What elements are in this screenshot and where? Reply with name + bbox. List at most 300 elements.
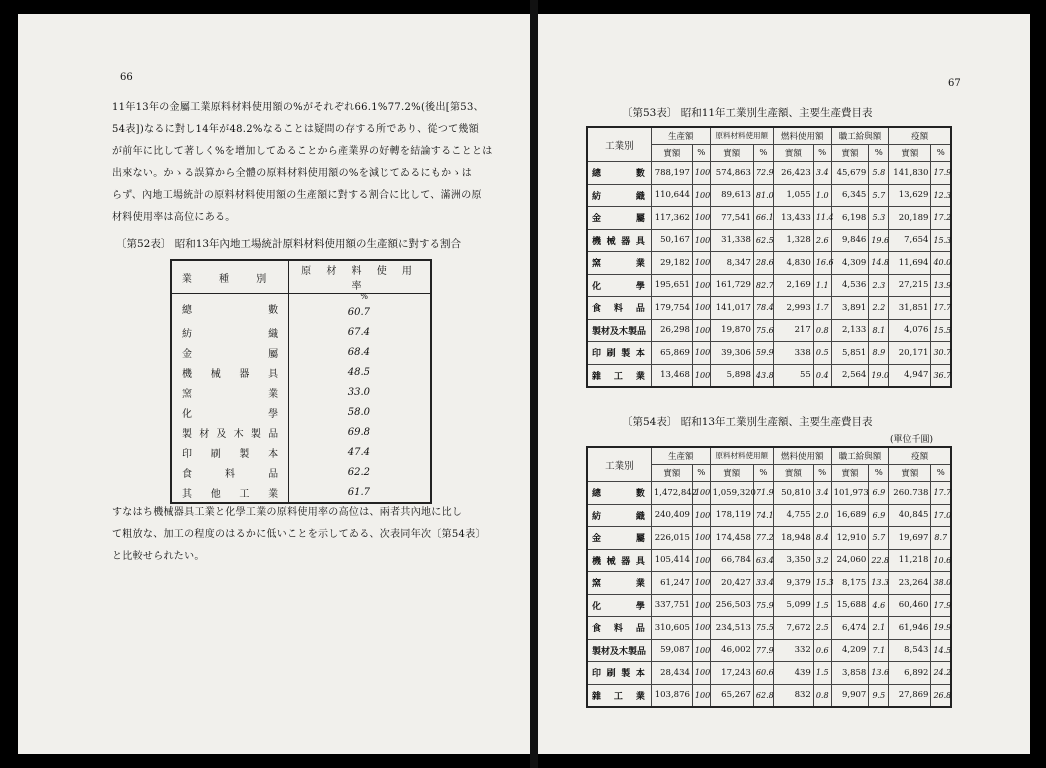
cell-percent: 17.7 xyxy=(931,297,951,320)
row-industry: 化學 xyxy=(587,274,651,297)
row-industry: 製材及木製品 xyxy=(587,319,651,342)
row-industry: 窯業 xyxy=(587,572,651,595)
cell-amount: 105,414 xyxy=(651,549,692,572)
row-industry: 化學 xyxy=(587,594,651,617)
cell-amount: 13,433 xyxy=(773,207,813,230)
subheader-amount: 實額 xyxy=(889,465,931,482)
table-row xyxy=(587,229,951,252)
cell-percent: 1.1 xyxy=(813,274,831,297)
cell-percent: 5.3 xyxy=(869,207,889,230)
cell-percent: 19.0 xyxy=(869,364,889,387)
cell-amount: 61,946 xyxy=(889,617,931,640)
cell-percent: 3.4 xyxy=(813,482,831,505)
cell-percent: 40.0 xyxy=(931,252,951,275)
subheader-percent: % xyxy=(692,465,710,482)
table-row xyxy=(171,294,431,323)
cell-percent: 60.6 xyxy=(753,662,773,685)
table-row xyxy=(171,342,431,362)
cell-percent: 2.1 xyxy=(869,617,889,640)
row-value: 47.4 xyxy=(347,446,370,458)
cell-amount: 5,851 xyxy=(831,342,869,365)
cell-amount: 234,513 xyxy=(710,617,753,640)
cell-amount: 59,087 xyxy=(651,639,692,662)
cell-percent: 26.8 xyxy=(931,684,951,707)
table-row xyxy=(587,162,951,185)
cell-amount: 20,189 xyxy=(889,207,931,230)
cell-percent: 14.5 xyxy=(931,639,951,662)
cell-amount: 13,468 xyxy=(651,364,692,387)
cell-percent: 100 xyxy=(692,662,710,685)
table-row xyxy=(171,462,431,482)
column-header-fuel: 燃料使用額 xyxy=(773,127,831,145)
cell-percent: 8.1 xyxy=(869,319,889,342)
table-54-caption: 〔第54表〕 昭和13年工業別生產額、主要生產費目表 xyxy=(622,416,873,428)
cell-percent: 9.5 xyxy=(869,684,889,707)
cell-amount: 31,851 xyxy=(889,297,931,320)
cell-percent: 81.0 xyxy=(753,184,773,207)
column-header-other: 疫額 xyxy=(889,127,951,145)
cell-amount: 45,679 xyxy=(831,162,869,185)
cell-amount: 65,267 xyxy=(710,684,753,707)
row-industry: 機械器具 xyxy=(587,229,651,252)
subheader-percent: % xyxy=(813,145,831,162)
row-industry: 印刷製本 xyxy=(587,342,651,365)
cell-percent: 100 xyxy=(692,207,710,230)
cell-percent: 28.6 xyxy=(753,252,773,275)
cell-amount: 8,543 xyxy=(889,639,931,662)
cell-amount: 8,175 xyxy=(831,572,869,595)
column-header-other: 疫額 xyxy=(889,447,951,465)
cell-amount: 4,536 xyxy=(831,274,869,297)
cell-amount: 260.738 xyxy=(889,482,931,505)
cell-amount: 788,197 xyxy=(651,162,692,185)
table-row xyxy=(171,382,431,402)
book-gutter xyxy=(530,0,538,768)
cell-percent: 10.6 xyxy=(931,549,951,572)
row-industry: 金屬 xyxy=(587,527,651,550)
cell-percent: 13.3 xyxy=(869,572,889,595)
table-row xyxy=(587,684,951,707)
cell-amount: 77,541 xyxy=(710,207,753,230)
cell-amount: 11,694 xyxy=(889,252,931,275)
row-value: 62.2 xyxy=(347,466,370,478)
cell-percent: 43.8 xyxy=(753,364,773,387)
cell-percent: 100 xyxy=(692,684,710,707)
text-line: が前年に比して著しく%を增加してゐることから產業界の好轉を結論することとは xyxy=(112,146,493,157)
cell-percent: 100 xyxy=(692,594,710,617)
row-industry: 雜工業 xyxy=(587,364,651,387)
cell-amount: 65,869 xyxy=(651,342,692,365)
cell-amount: 19,697 xyxy=(889,527,931,550)
cell-percent: 17.9 xyxy=(931,162,951,185)
subheader-amount: 實額 xyxy=(773,145,813,162)
cell-amount: 179,754 xyxy=(651,297,692,320)
table-row xyxy=(587,594,951,617)
cell-amount: 5,898 xyxy=(710,364,753,387)
cell-amount: 28,434 xyxy=(651,662,692,685)
table-53 xyxy=(586,126,952,388)
row-industry: 雜工業 xyxy=(587,684,651,707)
subheader-amount: 實額 xyxy=(651,145,692,162)
cell-amount: 55 xyxy=(773,364,813,387)
subheader-percent: % xyxy=(813,465,831,482)
cell-percent: 2.6 xyxy=(813,229,831,252)
cell-percent: 17.9 xyxy=(931,594,951,617)
cell-amount: 50,167 xyxy=(651,229,692,252)
column-header-wages: 職工給與額 xyxy=(831,127,889,145)
cell-percent: 62.8 xyxy=(753,684,773,707)
table-row xyxy=(171,322,431,342)
cell-amount: 9,907 xyxy=(831,684,869,707)
cell-amount: 103,876 xyxy=(651,684,692,707)
cell-percent: 100 xyxy=(692,184,710,207)
text-line: すなはち機械器具工業と化學工業の原料使用率の高位は、兩者共內地に比し xyxy=(112,507,463,518)
row-industry: 總數 xyxy=(587,482,651,505)
subheader-percent: % xyxy=(753,465,773,482)
cell-percent: 33.4 xyxy=(753,572,773,595)
cell-percent: 13.9 xyxy=(931,274,951,297)
cell-percent: 8.4 xyxy=(813,527,831,550)
subheader-amount: 實額 xyxy=(773,465,813,482)
cell-percent: 5.7 xyxy=(869,184,889,207)
cell-amount: 23,264 xyxy=(889,572,931,595)
column-header-fuel: 燃料使用額 xyxy=(773,447,831,465)
cell-amount: 46,002 xyxy=(710,639,753,662)
cell-amount: 117,362 xyxy=(651,207,692,230)
table-row xyxy=(171,442,431,462)
subheader-percent: % xyxy=(931,145,951,162)
cell-amount: 11,218 xyxy=(889,549,931,572)
cell-amount: 1,328 xyxy=(773,229,813,252)
table-row xyxy=(587,207,951,230)
cell-amount: 1,059,320 xyxy=(710,482,753,505)
cell-amount: 338 xyxy=(773,342,813,365)
cell-percent: 100 xyxy=(692,482,710,505)
value-text: 60.7 xyxy=(347,306,370,318)
cell-percent: 100 xyxy=(692,297,710,320)
cell-percent: 2.2 xyxy=(869,297,889,320)
cell-percent: 82.7 xyxy=(753,274,773,297)
cell-percent: 30.7 xyxy=(931,342,951,365)
cell-percent: 59.9 xyxy=(753,342,773,365)
cell-percent: 100 xyxy=(692,319,710,342)
cell-amount: 4,947 xyxy=(889,364,931,387)
cell-amount: 27,869 xyxy=(889,684,931,707)
cell-percent: 4.6 xyxy=(869,594,889,617)
column-header-usage-rate: 原 材 料 使 用 率 xyxy=(289,260,431,294)
cell-amount: 4,209 xyxy=(831,639,869,662)
cell-amount: 27,215 xyxy=(889,274,931,297)
row-label: 其他工業 xyxy=(171,482,289,503)
cell-percent: 16.6 xyxy=(813,252,831,275)
cell-percent: 78.4 xyxy=(753,297,773,320)
percent-mark: % xyxy=(360,292,368,301)
cell-amount: 240,409 xyxy=(651,504,692,527)
cell-percent: 19.6 xyxy=(869,229,889,252)
cell-amount: 6,892 xyxy=(889,662,931,685)
cell-amount: 60,460 xyxy=(889,594,931,617)
cell-percent: 22.8 xyxy=(869,549,889,572)
cell-percent: 36.7 xyxy=(931,364,951,387)
table-52 xyxy=(170,259,432,504)
row-label: 印刷製本 xyxy=(171,442,289,462)
table-53-caption: 〔第53表〕 昭和11年工業別生產額、主要生產費目表 xyxy=(622,107,873,119)
cell-percent: 100 xyxy=(692,639,710,662)
table-row xyxy=(171,402,431,422)
cell-percent: 13.6 xyxy=(869,662,889,685)
row-industry: 食料品 xyxy=(587,297,651,320)
text-line: 11年13年の金屬工業原料材料使用額の%がそれぞれ66.1%77.2%(後出[第53、 xyxy=(112,102,484,113)
text-line: て粗放な、加工の程度のはるかに低いことを示してゐる、次表同年次〔第54表〕 xyxy=(112,529,486,540)
cell-percent: 12.3 xyxy=(931,184,951,207)
cell-percent: 100 xyxy=(692,504,710,527)
table-row xyxy=(587,504,951,527)
cell-percent: 100 xyxy=(692,364,710,387)
cell-amount: 26,423 xyxy=(773,162,813,185)
cell-percent: 8.9 xyxy=(869,342,889,365)
paragraph-2 xyxy=(112,502,486,568)
cell-amount: 101,973 xyxy=(831,482,869,505)
table-row xyxy=(587,662,951,685)
row-industry: 印刷製本 xyxy=(587,662,651,685)
cell-percent: 0.5 xyxy=(813,342,831,365)
cell-percent: 100 xyxy=(692,572,710,595)
row-value: 48.5 xyxy=(347,366,370,378)
table-row xyxy=(587,297,951,320)
cell-percent: 11.4 xyxy=(813,207,831,230)
header-row xyxy=(587,447,951,465)
cell-percent: 2.0 xyxy=(813,504,831,527)
subheader-percent: % xyxy=(692,145,710,162)
cell-amount: 332 xyxy=(773,639,813,662)
cell-percent: 2.5 xyxy=(813,617,831,640)
text-line: らず、內地工場統計の原料材料使用額の生產額に對する割合に比して、滿洲の原 xyxy=(112,190,482,201)
table-row xyxy=(587,572,951,595)
row-label: 紡織 xyxy=(171,322,289,342)
cell-percent: 75.9 xyxy=(753,594,773,617)
row-label: 食料品 xyxy=(171,462,289,482)
cell-percent: 15.3 xyxy=(931,229,951,252)
cell-percent: 1.5 xyxy=(813,594,831,617)
cell-amount: 4,076 xyxy=(889,319,931,342)
column-header-wages: 職工給與額 xyxy=(831,447,889,465)
cell-amount: 439 xyxy=(773,662,813,685)
cell-amount: 7,672 xyxy=(773,617,813,640)
text-line: 出來ない。かゝる誤算から全體の原料材料使用額の%を減じてゐるにもかゝは xyxy=(112,168,473,179)
cell-percent: 5.8 xyxy=(869,162,889,185)
page-number: 67 xyxy=(948,78,961,89)
cell-percent: 71.9 xyxy=(753,482,773,505)
cell-amount: 256,503 xyxy=(710,594,753,617)
row-value: 58.0 xyxy=(347,406,370,418)
table-row xyxy=(587,482,951,505)
cell-amount: 310,605 xyxy=(651,617,692,640)
unit-label: (單位千圓) xyxy=(890,435,934,445)
table-row xyxy=(587,639,951,662)
cell-amount: 195,651 xyxy=(651,274,692,297)
cell-amount: 31,338 xyxy=(710,229,753,252)
cell-amount: 6,474 xyxy=(831,617,869,640)
table-row xyxy=(171,362,431,382)
row-value xyxy=(289,294,431,323)
page-number: 66 xyxy=(120,72,133,83)
table-row xyxy=(587,252,951,275)
cell-percent: 63.4 xyxy=(753,549,773,572)
cell-amount: 1,472,842 xyxy=(651,482,692,505)
subheader-percent: % xyxy=(869,465,889,482)
subheader-amount: 實額 xyxy=(889,145,931,162)
column-header-materials: 原料材料使用額 xyxy=(710,447,773,465)
cell-amount: 226,015 xyxy=(651,527,692,550)
cell-percent: 8.7 xyxy=(931,527,951,550)
cell-amount: 7,654 xyxy=(889,229,931,252)
cell-amount: 2,564 xyxy=(831,364,869,387)
cell-amount: 8,347 xyxy=(710,252,753,275)
paragraph-1 xyxy=(112,97,493,229)
subheader-amount: 實額 xyxy=(710,145,753,162)
subheader-amount: 實額 xyxy=(651,465,692,482)
text-line: 54表])なるに對し14年が48.2%なることは疑問の存する所であり、從つて幾額 xyxy=(112,124,480,135)
cell-percent: 77.2 xyxy=(753,527,773,550)
cell-percent: 0.8 xyxy=(813,319,831,342)
cell-percent: 7.1 xyxy=(869,639,889,662)
column-header-industry: 工業別 xyxy=(587,127,651,162)
cell-percent: 19.9 xyxy=(931,617,951,640)
row-industry: 紡織 xyxy=(587,184,651,207)
subheader-percent: % xyxy=(931,465,951,482)
table-row xyxy=(171,422,431,442)
cell-amount: 574,863 xyxy=(710,162,753,185)
cell-amount: 4,309 xyxy=(831,252,869,275)
cell-amount: 6,345 xyxy=(831,184,869,207)
cell-percent: 38.0 xyxy=(931,572,951,595)
table-row xyxy=(587,364,951,387)
row-label: 總數 xyxy=(171,294,289,323)
row-industry: 紡織 xyxy=(587,504,651,527)
cell-percent: 100 xyxy=(692,274,710,297)
left-page xyxy=(18,14,530,754)
row-value: 68.4 xyxy=(347,346,370,358)
cell-percent: 0.6 xyxy=(813,639,831,662)
row-label: 機械器具 xyxy=(171,362,289,382)
table-54 xyxy=(586,446,952,708)
cell-percent: 15.5 xyxy=(931,319,951,342)
cell-percent: 1.7 xyxy=(813,297,831,320)
cell-percent: 3.2 xyxy=(813,549,831,572)
column-header-production: 生產額 xyxy=(651,127,710,145)
row-value: 67.4 xyxy=(347,326,370,338)
cell-amount: 26,298 xyxy=(651,319,692,342)
cell-amount: 832 xyxy=(773,684,813,707)
cell-amount: 3,350 xyxy=(773,549,813,572)
cell-amount: 5,099 xyxy=(773,594,813,617)
row-label: 化學 xyxy=(171,402,289,422)
cell-amount: 66,784 xyxy=(710,549,753,572)
cell-amount: 161,729 xyxy=(710,274,753,297)
text-line: 材料使用率は高位にある。 xyxy=(112,212,236,223)
cell-percent: 100 xyxy=(692,252,710,275)
table-row xyxy=(587,319,951,342)
cell-amount: 178,119 xyxy=(710,504,753,527)
cell-percent: 77.9 xyxy=(753,639,773,662)
table-row xyxy=(587,342,951,365)
text-line: と比較せられたい。 xyxy=(112,551,205,562)
cell-percent: 15.3 xyxy=(813,572,831,595)
cell-amount: 18,948 xyxy=(773,527,813,550)
cell-percent: 5.7 xyxy=(869,527,889,550)
cell-amount: 12,910 xyxy=(831,527,869,550)
cell-amount: 110,644 xyxy=(651,184,692,207)
row-value: 61.7 xyxy=(347,486,370,498)
cell-amount: 174,458 xyxy=(710,527,753,550)
cell-percent: 100 xyxy=(692,549,710,572)
right-page xyxy=(538,14,1030,754)
cell-percent: 2.3 xyxy=(869,274,889,297)
cell-percent: 72.9 xyxy=(753,162,773,185)
cell-amount: 19,870 xyxy=(710,319,753,342)
cell-percent: 75.5 xyxy=(753,617,773,640)
cell-amount: 6,198 xyxy=(831,207,869,230)
cell-percent: 62.5 xyxy=(753,229,773,252)
cell-amount: 9,379 xyxy=(773,572,813,595)
cell-percent: 1.0 xyxy=(813,184,831,207)
cell-amount: 9,846 xyxy=(831,229,869,252)
cell-percent: 100 xyxy=(692,527,710,550)
cell-amount: 4,755 xyxy=(773,504,813,527)
column-header-production: 生產額 xyxy=(651,447,710,465)
cell-amount: 61,247 xyxy=(651,572,692,595)
table-row xyxy=(171,482,431,503)
table-row xyxy=(587,184,951,207)
table-row xyxy=(587,527,951,550)
table-row xyxy=(587,549,951,572)
cell-percent: 66.1 xyxy=(753,207,773,230)
row-label: 窯業 xyxy=(171,382,289,402)
cell-percent: 0.8 xyxy=(813,684,831,707)
cell-percent: 0.4 xyxy=(813,364,831,387)
cell-amount: 141,830 xyxy=(889,162,931,185)
row-label: 製材及木製品 xyxy=(171,422,289,442)
row-industry: 總數 xyxy=(587,162,651,185)
cell-percent: 74.1 xyxy=(753,504,773,527)
column-header-materials: 原料材料使用額 xyxy=(710,127,773,145)
cell-amount: 29,182 xyxy=(651,252,692,275)
cell-amount: 16,689 xyxy=(831,504,869,527)
cell-amount: 20,427 xyxy=(710,572,753,595)
cell-amount: 15,688 xyxy=(831,594,869,617)
cell-amount: 50,810 xyxy=(773,482,813,505)
subheader-amount: 實額 xyxy=(831,465,869,482)
cell-amount: 24,060 xyxy=(831,549,869,572)
cell-percent: 100 xyxy=(692,162,710,185)
header-row xyxy=(587,127,951,145)
cell-percent: 75.6 xyxy=(753,319,773,342)
cell-percent: 1.5 xyxy=(813,662,831,685)
row-value: 69.8 xyxy=(347,426,370,438)
subheader-amount: 實額 xyxy=(710,465,753,482)
row-value: 33.0 xyxy=(347,386,370,398)
row-industry: 食料品 xyxy=(587,617,651,640)
cell-percent: 6.9 xyxy=(869,504,889,527)
cell-percent: 100 xyxy=(692,617,710,640)
cell-amount: 2,169 xyxy=(773,274,813,297)
row-industry: 金屬 xyxy=(587,207,651,230)
cell-amount: 17,243 xyxy=(710,662,753,685)
subheader-amount: 實額 xyxy=(831,145,869,162)
row-industry: 製材及木製品 xyxy=(587,639,651,662)
table-row xyxy=(587,617,951,640)
cell-percent: 100 xyxy=(692,342,710,365)
